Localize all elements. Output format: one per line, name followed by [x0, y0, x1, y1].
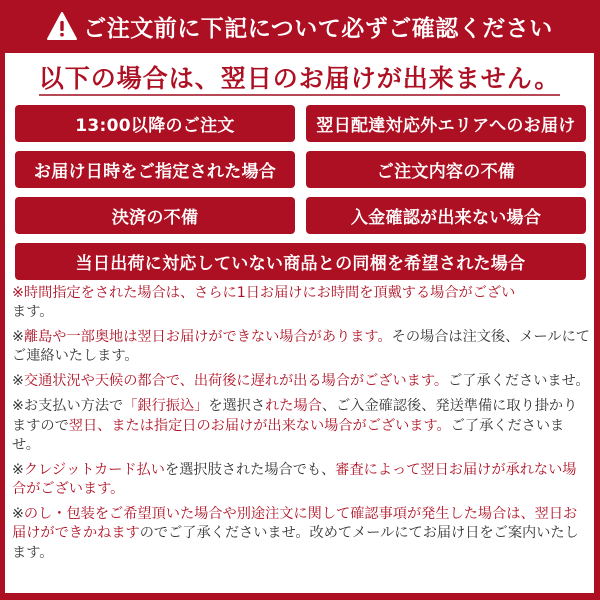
note-text: 、ご入金確認後、発送準備に取り掛かりますので	[12, 398, 578, 434]
notice-panel	[5, 53, 594, 593]
note-text: ます。	[12, 304, 54, 321]
note-credit-card	[12, 461, 590, 500]
note-gift-wrapping	[12, 505, 590, 563]
note-text: を選択肢された場合でも、	[165, 461, 336, 478]
headline	[5, 59, 594, 95]
note-text: ご了承くださいませ。	[12, 417, 565, 453]
note-text-red: 交通状況や天候の都合で、出荷後に遅れが出る場合がございます。	[23, 373, 449, 390]
note-text-red: れた場合	[265, 398, 322, 415]
note-time-specified	[12, 284, 590, 323]
note-prefix: ※	[12, 373, 24, 390]
note-traffic-weather	[12, 372, 590, 391]
note-text-red: ※時間指定をされた場合は、さらに1日お届けにお時間を頂戴する場合がござい	[12, 285, 516, 301]
note-text-red: 翌日、または指定日のお届けが出来ない場合がございます。	[68, 417, 451, 434]
condition-out-of-area: 翌日配達対応外エリアへのお届け	[306, 105, 586, 142]
note-text-red: のし・包装をご希望頂いた場合や別途注文に関して確認事項が発生した場合は、翌日お届けができかねます	[12, 505, 578, 542]
header-title: ご注文前に下記について必ずご確認ください	[83, 15, 553, 42]
note-text: を選択さ	[208, 398, 266, 415]
headline-text: 以下の場合は、翌日のお届けが出来ません。	[39, 64, 561, 96]
note-text-red: 離島や一部奥地は翌日お届けができない場合があります。	[23, 329, 392, 346]
condition-after-13: 13:00以降のご注文	[15, 105, 295, 142]
note-text-red: 「銀行振込」	[123, 398, 209, 415]
warning-header	[0, 0, 600, 52]
warning-icon	[47, 12, 77, 40]
note-text: その場合は注文後、メールにてご連絡いたします。	[12, 329, 590, 365]
note-prefix: ※	[12, 329, 24, 346]
note-text: ご了承くださいませ。	[448, 373, 590, 390]
note-text: のでご了承くださいませ。改めてメールにてお届け日をご案内いたします。	[12, 525, 579, 561]
note-text-red: クレジットカード払い	[23, 461, 165, 478]
condition-payment-incomplete: 決済の不備	[15, 197, 295, 234]
condition-payment-unconfirmed: 入金確認が出来ない場合	[306, 197, 586, 234]
notes-list	[12, 284, 590, 568]
condition-order-incomplete: ご注文内容の不備	[306, 151, 586, 188]
note-remote-islands	[12, 328, 590, 367]
condition-bundled-items: 当日出荷に対応していない商品との同梱を希望された場合	[15, 243, 586, 280]
note-prefix: ※	[12, 505, 24, 522]
note-text-red: 審査によって翌日お届けが承れない場合がございます。	[12, 461, 577, 498]
note-prefix: ※	[12, 461, 24, 478]
note-text: ※お支払い方法で	[12, 398, 124, 415]
condition-date-specified: お届け日時をご指定された場合	[15, 151, 295, 188]
note-bank-transfer	[12, 397, 590, 455]
